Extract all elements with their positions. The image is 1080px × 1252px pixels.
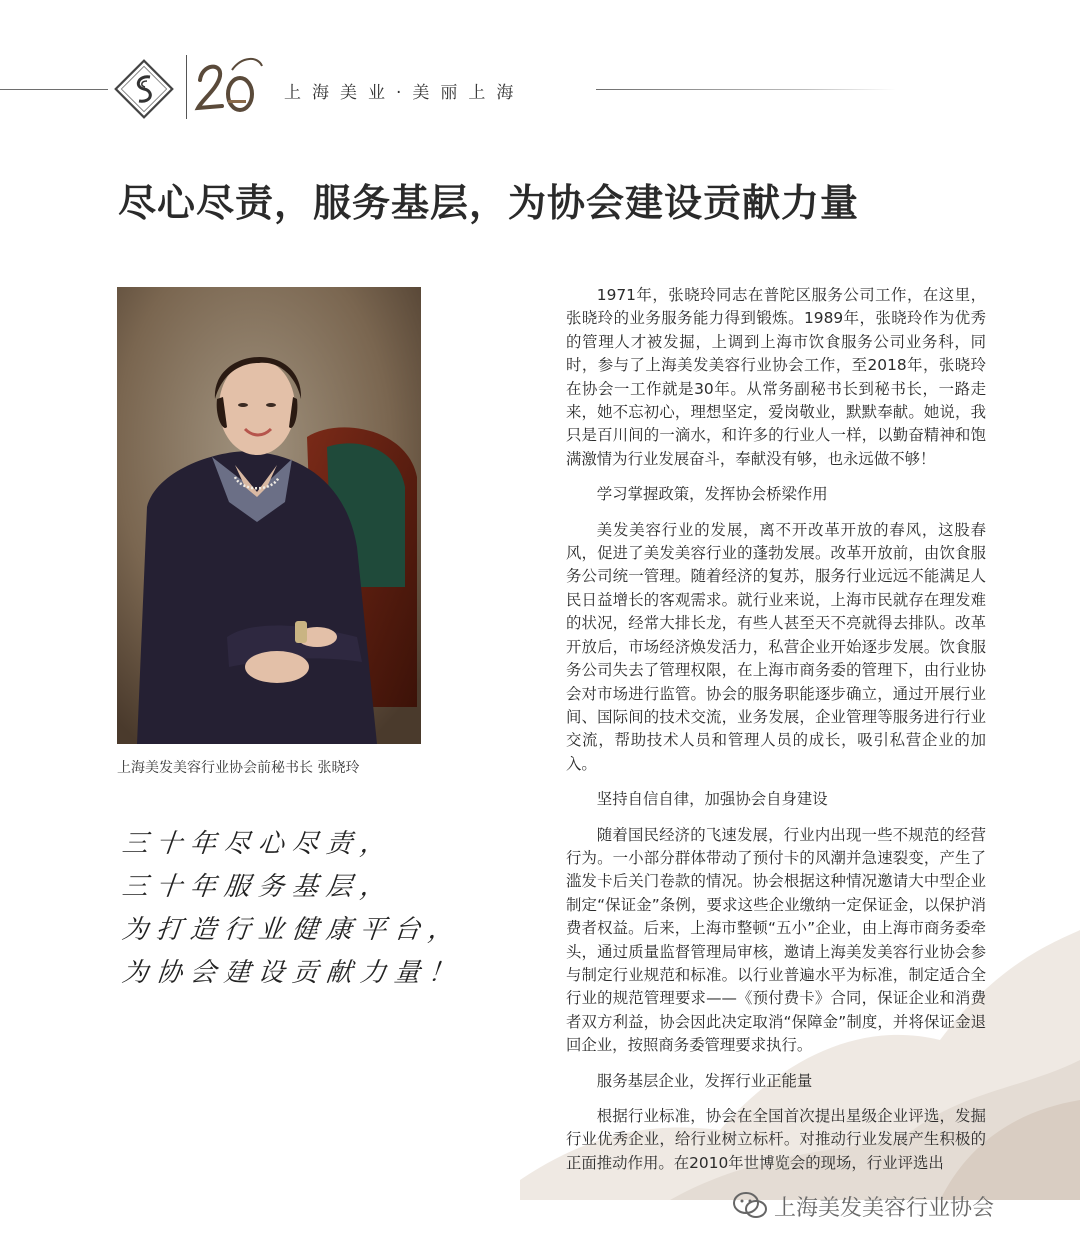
photo-caption: 上海美发美容行业协会前秘书长 张晓玲 — [117, 760, 360, 776]
article-subheading: 坚持自信自律，加强协会自身建设 — [596, 790, 828, 809]
poem — [122, 823, 502, 995]
article-paragraph: 随着国民经济的飞速发展，行业内出现一些不规范的经营行为。一小部分群体带动了预付卡的风潮并急速裂变，产生了滥发卡后关门卷款的情况。协会根据这种情况邀请大中型企业制定“保证金”条例，要求这些企业缴纳一定保证金，以保护消费者权益。后来，上海市整顿“五小”企业，由上海市商务委牵头，通过质量监督管理局审核，邀请上海美发美容行业协会参与制定行业规范和标准。以行业普遍水平为标准，制定适合全行业的规范管理要求——《预付费卡》合同，保证企业和消费者双方利益，协会因此决定取消“保障金”制度，并将保证金退回企业，按照商务委管理要求执行。 — [566, 825, 986, 1055]
watermark-text: 上海美发美容行业协会 — [774, 1195, 995, 1221]
article-headline: 尽心尽责，服务基层，为协会建设贡献力量 — [118, 180, 860, 225]
wechat-icon — [732, 1191, 768, 1221]
header-separator — [186, 55, 187, 119]
article-paragraph: 美发美容行业的发展，离不开改革开放的春风，这股春风，促进了美发美容行业的蓬勃发展。改革开放前，由饮食服务公司统一管理。随着经济的复苏，服务行业远远不能满足人民日益增长的客观需求。就行业来说，上海市民就存在理发难的状况，经常大排长龙，有些人甚至天不亮就得去排队。改革开放后，市场经济焕发活力，私营企业开始逐步发展。饮食服务公司失去了管理权限，在上海市商务委的管理下，由行业协会对市场进行监管。协会的服务职能逐步确立，通过开展行业间、国际间的技术交流，业务发展，企业管理等服务进行行业交流，帮助技术人员和管理人员的成长，吸引私营企业的加入。 — [566, 520, 986, 773]
header-rule-right — [596, 89, 896, 90]
article-subheading: 服务基层企业，发挥行业正能量 — [596, 1071, 813, 1090]
header-slogan: 上海美业·美丽上海 — [284, 83, 525, 103]
article-paragraph: 根据行业标准，协会在全国首次提出星级企业评选，发掘行业优秀企业，给行业树立标杆。对推动行业发展产生积极的正面推动作用。在2010年世博览会的现场，行业评选出 — [566, 1107, 986, 1172]
association-logo — [112, 57, 176, 121]
poem-line: 三十年尽心尽责， — [120, 829, 396, 859]
article-subheading: 学习掌握政策，发挥协会桥梁作用 — [596, 485, 828, 504]
portrait-photo — [117, 287, 421, 744]
article-body — [566, 284, 986, 1187]
poem-line: 三十年服务基层， — [120, 872, 396, 902]
poem-line: 为打造行业健康平台， — [120, 915, 464, 945]
header-rule-left — [0, 89, 108, 90]
article-paragraph: 1971年，张晓玲同志在普陀区服务公司工作，在这里，张晓玲的业务服务能力得到锻炼。1989年，张晓玲作为优秀的管理人才被发掘，上调到上海市饮食服务公司业务科，同时，参与了上海美发美容行业协会工作，至2018年，张晓玲在协会一工作就是30年。从常务副秘书长到秘书长，一路走来，她不忘初心，理想坚定，爱岗敬业，默默奉献。她说，我只是百川间的一滴水，和许多的行业人一样，以勤奋精神和饱满激情为行业发展奋斗，奉献没有够，也永远做不够！ — [566, 286, 986, 468]
wechat-watermark — [732, 1186, 994, 1226]
poem-line: 为协会建设贡献力量！ — [120, 958, 464, 988]
anniversary-30-logo — [192, 52, 266, 120]
